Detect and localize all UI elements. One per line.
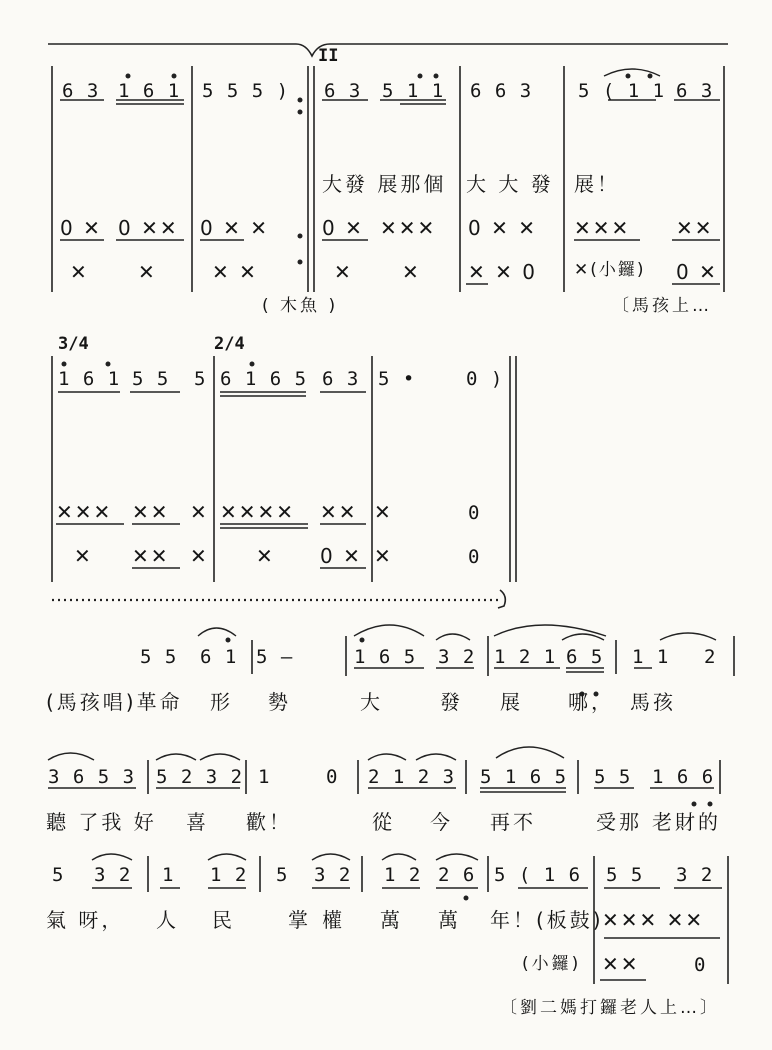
- s2-perc: ✕: [74, 544, 93, 568]
- s1-perc: ✕(小鑼): [574, 260, 646, 280]
- s4-note: 0: [326, 766, 339, 788]
- s5-perc-label: (小鑼): [522, 954, 582, 974]
- top-rule: [48, 44, 728, 56]
- s2-note: 5 •: [378, 368, 416, 390]
- s1-perc: ✕✕✕: [380, 216, 437, 240]
- s4-lyric: 今: [430, 810, 453, 834]
- s3-note: 6 1: [200, 646, 238, 668]
- s5-note: 1: [162, 864, 175, 886]
- s4-lyric: 再不: [490, 810, 536, 834]
- s4-note: 5 2 3 2: [156, 766, 244, 788]
- s1-perc: ✕: [334, 260, 353, 284]
- s1-perc: 0 ✕: [676, 260, 718, 284]
- s2-perc: ✕: [374, 500, 393, 524]
- s4-note: 3 6 5 3: [48, 766, 136, 788]
- s5-note: 1 2: [384, 864, 422, 886]
- s1-note: 5 ( 1 1: [578, 80, 666, 102]
- s2-perc: ✕✕✕: [56, 500, 113, 524]
- s1-perc: ✕✕✕: [574, 216, 631, 240]
- s2-note: 0 ): [466, 368, 504, 390]
- s4-lyric: 從: [372, 810, 395, 834]
- s1-perc: ✕ ✕ 0: [468, 260, 537, 284]
- s1-perc: 0 ✕✕: [118, 216, 179, 240]
- s1-note: 6 3: [324, 80, 362, 102]
- time-signature: 2/4: [214, 334, 245, 354]
- s3-lyric: 勢: [268, 690, 291, 714]
- s2-perc: ✕: [256, 544, 275, 568]
- s3-lyric: 形: [210, 690, 233, 714]
- s4-note: 2 1 2 3: [368, 766, 456, 788]
- s5-note: 5: [276, 864, 289, 886]
- s2-perc: 0: [468, 546, 481, 568]
- s1-perc: 0 ✕: [322, 216, 364, 240]
- s5-note: 3 2: [94, 864, 132, 886]
- s5-perc-lower: ✕✕: [602, 952, 640, 976]
- s2-perc: ✕: [374, 544, 393, 568]
- s3-lyric: 發: [440, 690, 463, 714]
- s1-perc: ✕: [402, 260, 421, 284]
- s5-note: 2 6: [438, 864, 476, 886]
- s2-perc: ✕✕✕✕: [220, 500, 296, 524]
- s1-perc: ✕✕: [676, 216, 714, 240]
- system2-underlines: [56, 392, 366, 568]
- s2-note: 5: [194, 368, 207, 390]
- s1-note: 6 3: [676, 80, 714, 102]
- s4-lyric: 老財的: [652, 810, 721, 834]
- s1-note: 1 6 1: [118, 80, 181, 102]
- s1-perc: 0 ✕ ✕: [200, 216, 269, 240]
- s2-perc: 0 ✕: [320, 544, 362, 568]
- s4-note: 1 6 6: [652, 766, 715, 788]
- time-signature: 3/4: [58, 334, 89, 354]
- s1-instrument-note: ( 木魚 ): [262, 296, 339, 316]
- s2-note: 1 6 1: [58, 368, 121, 390]
- s1-stage-direction: 〔馬孩上…: [612, 296, 712, 316]
- s5-lyric: 民: [212, 908, 235, 932]
- s3-lyric: 馬孩: [630, 690, 676, 714]
- s5-lyric: 掌: [288, 908, 311, 932]
- s5-perc-upper: ✕✕✕ ✕✕: [602, 908, 705, 932]
- s2-perc: ✕✕: [132, 500, 170, 524]
- s3-note: 1 6 5: [354, 646, 417, 668]
- s1-lyric: 大 大 發: [466, 172, 554, 196]
- s1-perc: ✕: [70, 260, 89, 284]
- s1-lyric: 大發 展那個: [322, 172, 447, 196]
- s4-lyric: 喜: [186, 810, 209, 834]
- s5-lyric: 萬: [380, 908, 403, 932]
- s5-note: 5 ( 1 6: [494, 864, 582, 886]
- s5-note: 1 2: [210, 864, 248, 886]
- s1-note: 6 6 3: [470, 80, 533, 102]
- s3-lyric: 大: [360, 690, 383, 714]
- s5-note: 5: [52, 864, 65, 886]
- s2-perc: ✕: [190, 500, 209, 524]
- s3-note: 5 5: [140, 646, 178, 668]
- s2-perc: 0: [468, 502, 481, 524]
- s2-perc: ✕✕: [132, 544, 170, 568]
- s3-lyric: (馬孩唱)革命: [46, 690, 183, 714]
- repeat-dots: [298, 98, 303, 265]
- s1-perc: ✕ ✕: [212, 260, 258, 284]
- s4-note: 5 5: [594, 766, 632, 788]
- s4-lyric: 聽 了我 好: [46, 810, 157, 834]
- s1-perc: 0 ✕ ✕: [468, 216, 537, 240]
- s2-perc: ✕✕: [320, 500, 358, 524]
- s5-lyric: 萬: [438, 908, 461, 932]
- s4-note: 5 1 6 5: [480, 766, 568, 788]
- s5-lyric: 權: [322, 908, 345, 932]
- s4-note: 1: [258, 766, 271, 788]
- s3-lyric: 哪，: [568, 690, 614, 714]
- s5-note: 5 5: [606, 864, 644, 886]
- s3-note: 6 5: [566, 646, 604, 668]
- s3-note: 1 1: [632, 646, 670, 668]
- section-mark: II: [318, 46, 339, 66]
- s3-note: 2: [704, 646, 717, 668]
- s4-lyric: 受那: [596, 810, 642, 834]
- s1-note: 6 3: [62, 80, 100, 102]
- s1-lyric: 展！: [574, 172, 620, 196]
- s1-note: 5 1 1: [382, 80, 445, 102]
- s2-note: 6 3: [322, 368, 360, 390]
- s2-note: 5 5: [132, 368, 170, 390]
- s3-note: 5 —: [256, 646, 294, 668]
- s5-perc-zero: 0: [694, 954, 707, 976]
- s2-note: 6 1 6 5: [220, 368, 308, 390]
- s3-note: 3 2: [438, 646, 476, 668]
- s5-note: 3 2: [676, 864, 714, 886]
- s3-note: 1 2 1: [494, 646, 557, 668]
- s5-stage-direction: 〔劉二媽打鑼老人上…〕: [500, 998, 720, 1018]
- s5-note: 3 2: [314, 864, 352, 886]
- s3-lyric: 展: [500, 690, 523, 714]
- s5-lyric: 人: [156, 908, 179, 932]
- s1-perc: 0 ✕: [60, 216, 102, 240]
- s4-lyric: 歡！: [246, 810, 292, 834]
- s1-note: 5 5 5 ): [202, 80, 290, 102]
- s5-lyric: 氣 呀，: [46, 908, 125, 932]
- s1-perc: ✕: [138, 260, 157, 284]
- s2-perc: ✕: [190, 544, 209, 568]
- s5-lyric: 年！(板鼓): [490, 908, 604, 932]
